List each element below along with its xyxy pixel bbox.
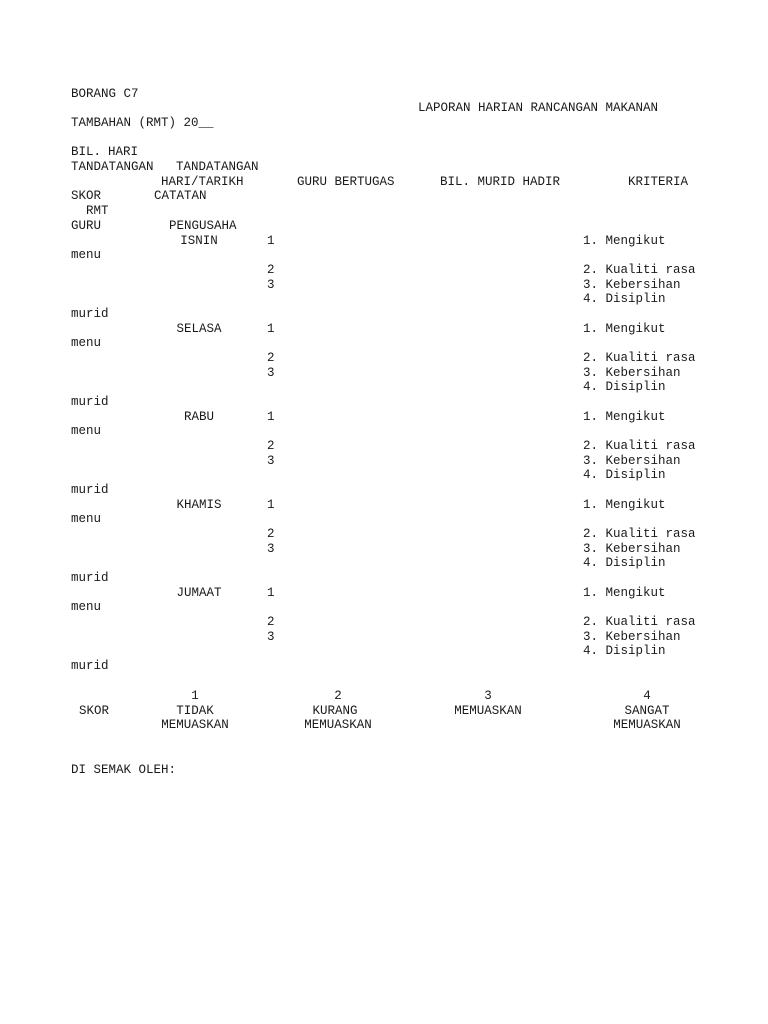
- criteria-item: 3. Kebersihan: [583, 366, 681, 380]
- heading-hari-tarikh: HARI/TARIKH: [161, 175, 244, 189]
- criteria-item: 4. Disiplin: [583, 380, 666, 394]
- score-number: 4: [643, 689, 651, 703]
- day-name: KHAMIS: [176, 498, 222, 512]
- row-number: 2: [267, 351, 275, 365]
- row-number: 1: [267, 586, 275, 600]
- row-number: 3: [267, 454, 275, 468]
- row-number: 2: [267, 615, 275, 629]
- score-number: 1: [191, 689, 199, 703]
- report-title-continued: TAMBAHAN (RMT) 20__: [71, 116, 214, 130]
- criteria-wrap-murid: murid: [71, 659, 109, 673]
- row-number: 1: [267, 410, 275, 424]
- criteria-item: 3. Kebersihan: [583, 542, 681, 556]
- criteria-item: 1. Mengikut: [583, 234, 666, 248]
- criteria-item: 1. Mengikut: [583, 410, 666, 424]
- score-label: MEMUASKAN: [613, 718, 681, 732]
- row-number: 1: [267, 322, 275, 336]
- criteria-item: 3. Kebersihan: [583, 454, 681, 468]
- form-code: BORANG C7: [71, 87, 139, 101]
- criteria-wrap-murid: murid: [71, 307, 109, 321]
- criteria-item: 4. Disiplin: [583, 468, 666, 482]
- score-label: SANGAT: [624, 704, 670, 718]
- heading-pengusaha: PENGUSAHA: [169, 219, 237, 233]
- criteria-wrap-menu: menu: [71, 336, 102, 350]
- heading-guru: GURU: [71, 219, 102, 233]
- row-number: 3: [267, 278, 275, 292]
- score-label: MEMUASKAN: [304, 718, 372, 732]
- criteria-item: 2. Kualiti rasa: [583, 527, 696, 541]
- day-name: ISNIN: [180, 234, 218, 248]
- score-legend-label: SKOR: [79, 704, 110, 718]
- row-number: 1: [267, 234, 275, 248]
- checked-by-label: DI SEMAK OLEH:: [71, 763, 177, 777]
- score-label: MEMUASKAN: [454, 704, 522, 718]
- heading-guru-bertugas: GURU BERTUGAS: [297, 175, 395, 189]
- criteria-wrap-menu: menu: [71, 424, 102, 438]
- score-number: 3: [484, 689, 492, 703]
- criteria-item: 4. Disiplin: [583, 292, 666, 306]
- criteria-wrap-menu: menu: [71, 248, 102, 262]
- criteria-wrap-menu: menu: [71, 512, 102, 526]
- criteria-item: 1. Mengikut: [583, 498, 666, 512]
- row-number: 3: [267, 630, 275, 644]
- heading-kriteria: KRITERIA: [628, 175, 689, 189]
- criteria-item: 2. Kualiti rasa: [583, 439, 696, 453]
- heading-catatan: CATATAN: [154, 189, 207, 203]
- criteria-item: 3. Kebersihan: [583, 278, 681, 292]
- day-name: SELASA: [176, 322, 222, 336]
- row-number: 1: [267, 498, 275, 512]
- heading-bil: BIL.: [71, 145, 102, 159]
- criteria-item: 1. Mengikut: [583, 322, 666, 336]
- criteria-wrap-murid: murid: [71, 395, 109, 409]
- criteria-wrap-menu: menu: [71, 600, 102, 614]
- row-number: 3: [267, 366, 275, 380]
- row-number: 3: [267, 542, 275, 556]
- criteria-item: 2. Kualiti rasa: [583, 615, 696, 629]
- day-name: JUMAAT: [176, 586, 222, 600]
- criteria-item: 2. Kualiti rasa: [583, 351, 696, 365]
- score-label: MEMUASKAN: [161, 718, 229, 732]
- heading-tandatangan-b: TANDATANGAN: [176, 160, 259, 174]
- criteria-wrap-murid: murid: [71, 571, 109, 585]
- criteria-wrap-murid: murid: [71, 483, 109, 497]
- row-number: 2: [267, 439, 275, 453]
- heading-hari: HARI: [108, 145, 139, 159]
- report-title: LAPORAN HARIAN RANCANGAN MAKANAN: [418, 101, 659, 115]
- criteria-item: 4. Disiplin: [583, 644, 666, 658]
- score-label: TIDAK: [176, 704, 214, 718]
- score-label: KURANG: [312, 704, 358, 718]
- criteria-item: 2. Kualiti rasa: [583, 263, 696, 277]
- row-number: 2: [267, 263, 275, 277]
- score-number: 2: [334, 689, 342, 703]
- day-name: RABU: [183, 410, 214, 424]
- criteria-item: 3. Kebersihan: [583, 630, 681, 644]
- heading-rmt: RMT: [86, 204, 109, 218]
- criteria-item: 1. Mengikut: [583, 586, 666, 600]
- heading-bil-murid-hadir: BIL. MURID HADIR: [440, 175, 561, 189]
- heading-tandatangan-a: TANDATANGAN: [71, 160, 154, 174]
- heading-skor: SKOR: [71, 189, 102, 203]
- row-number: 2: [267, 527, 275, 541]
- criteria-item: 4. Disiplin: [583, 556, 666, 570]
